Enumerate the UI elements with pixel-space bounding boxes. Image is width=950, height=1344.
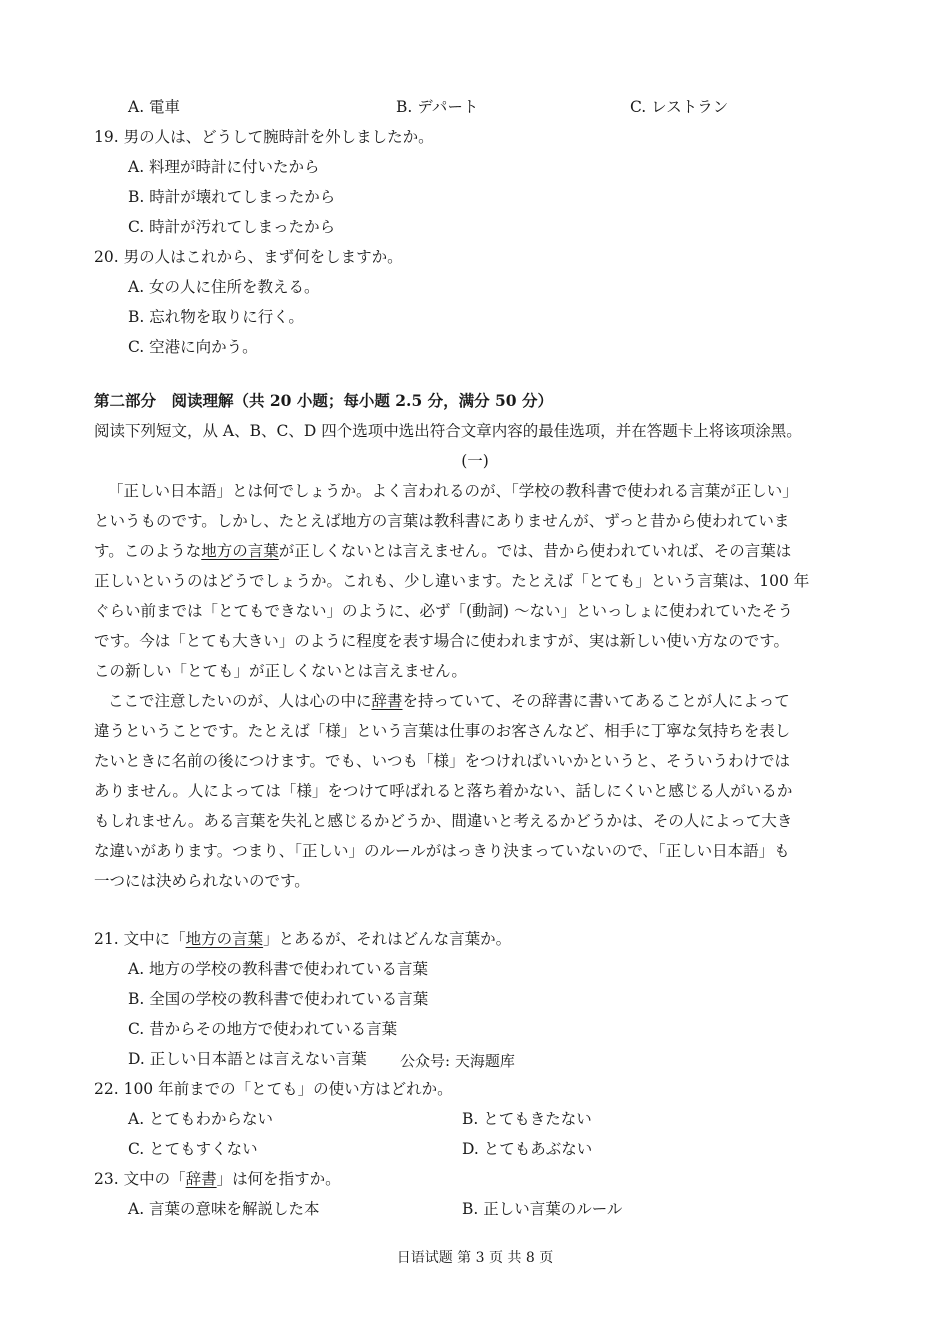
passage-p1-line-5: ぐらい前までは「とてもできない」のように、必ず「(動詞) ～ない」といっしょに使われていたそう — [94, 602, 794, 620]
passage-p1-line-3 — [94, 541, 864, 561]
q21-option-b: B. 全国の学校の教科書で使われている言葉 — [128, 990, 429, 1008]
q20-option-b: B. 忘れ物を取りに行く。 — [128, 308, 304, 326]
q19-option-c: C. 時計が汚れてしまったから — [128, 218, 336, 236]
part2-instruction: 阅读下列短文，从 A、B、C、D 四个选项中选出符合文章内容的最佳选项，并在答题卡上将该项涂黑。 — [94, 422, 802, 440]
underlined-phrase-dictionary: 辞書 — [371, 692, 403, 710]
passage-p1-line-1: 「正しい日本語」とは何でしょうか。よく言われるのが、「学校の教科書で使われる言葉が正しい」 — [108, 482, 798, 500]
passage-text: が正しくないとは言えません。では、昔から使われていれば、その言葉は — [278, 542, 792, 560]
passage-p1-line-2: というものです。しかし、たとえば地方の言葉は教科書にありませんが、ずっと昔から使われていま — [94, 512, 790, 530]
q22-question: 22. 100 年前までの「とても」の使い方はどれか。 — [94, 1080, 453, 1098]
passage-p2-line-4: ありません。人によっては「様」をつけて呼ばれると落ち着かない、話しにくいと感じる人がいるか — [94, 782, 793, 800]
passage-p1-line-6: です。今は「とても大きい」のように程度を表す場合に使われますが、実は新しい使い方なのです。 — [94, 632, 790, 650]
passage-p2-line-7: 一つには決められないのです。 — [94, 872, 310, 890]
underlined-phrase-dictionary: 辞書 — [185, 1170, 217, 1188]
q21-option-a: A. 地方の学校の教科書で使われている言葉 — [128, 960, 429, 978]
question-text: 」は何を指すか。 — [216, 1170, 341, 1188]
q22-option-d: D. とてもあぶない — [462, 1140, 593, 1158]
q18-option-a: A. 電車 — [128, 98, 181, 116]
underlined-phrase-local-words: 地方の言葉 — [201, 542, 279, 560]
q23-option-a: A. 言葉の意味を解説した本 — [128, 1200, 320, 1218]
q23-question — [94, 1169, 341, 1189]
q21-option-c: C. 昔からその地方で使われている言葉 — [128, 1020, 398, 1038]
q23-option-b: B. 正しい言葉のルール — [462, 1200, 623, 1218]
q22-option-a: A. とてもわからない — [128, 1110, 274, 1128]
q18-option-c: C. レストラン — [630, 98, 729, 116]
q19-option-b: B. 時計が壊れてしまったから — [128, 188, 336, 206]
q21-question — [94, 929, 511, 949]
q21-option-d: D. 正しい日本語とは言えない言葉 — [128, 1050, 367, 1068]
watermark-text: 公众号: 天海题库 — [400, 1052, 515, 1070]
part2-heading: 第二部分 阅读理解（共 20 小题；每小题 2.5 分，满分 50 分） — [94, 391, 553, 410]
question-text: 23. 文中の「 — [94, 1170, 186, 1188]
underlined-phrase-local-words: 地方の言葉 — [185, 930, 264, 948]
q19-question: 19. 男の人は、どうして腕時計を外しましたか。 — [94, 128, 434, 146]
q20-option-a: A. 女の人に住所を教える。 — [128, 278, 320, 296]
passage-p2-line-3: たいときに名前の後につけます。でも、いつも「様」をつければいいかというと、そういうわけでは — [94, 752, 790, 770]
q22-option-b: B. とてもきたない — [462, 1110, 592, 1128]
passage-p2-line-6: な違いがあります。つまり、「正しい」のルールがはっきり決まっていないので、「正しい日本語」も — [94, 842, 790, 860]
q22-option-c: C. とてもすくない — [128, 1140, 258, 1158]
passage-p2-line-2: 違うということです。たとえば「様」という言葉は仕事のお客さんなど、相手に丁寧な気持ちを表し — [94, 722, 791, 740]
q18-option-b: B. デパート — [396, 98, 479, 116]
page-footer: 日语试题 第 3 页 共 8 页 — [396, 1250, 554, 1266]
passage-p1-line-7: この新しい「とても」が正しくないとは言えません。 — [94, 662, 467, 680]
passage-p1-line-4: 正しいというのはどうでしょうか。これも、少し違います。たとえば「とても」という言葉は、100 年 — [94, 572, 810, 590]
passage-text: ここで注意したいのが、人は心の中に — [108, 692, 372, 710]
q19-option-a: A. 料理が時計に付いたから — [128, 158, 320, 176]
passage-p2-line-5: もしれません。ある言葉を失礼と感じるかどうか、間違いと考えるかどうかは、その人によって大き — [94, 812, 793, 830]
q20-question: 20. 男の人はこれから、まず何をしますか。 — [94, 248, 403, 266]
passage-p2-line-1 — [108, 691, 790, 711]
passage-text: す。このような — [94, 542, 202, 560]
question-text: 」とあるが、それはどんな言葉か。 — [263, 930, 512, 948]
q20-option-c: C. 空港に向かう。 — [128, 338, 258, 356]
passage-number: (一) — [461, 452, 489, 470]
question-text: 21. 文中に「 — [94, 930, 186, 948]
passage-text: を持っていて、その辞書に書いてあることが人によって — [402, 692, 790, 710]
